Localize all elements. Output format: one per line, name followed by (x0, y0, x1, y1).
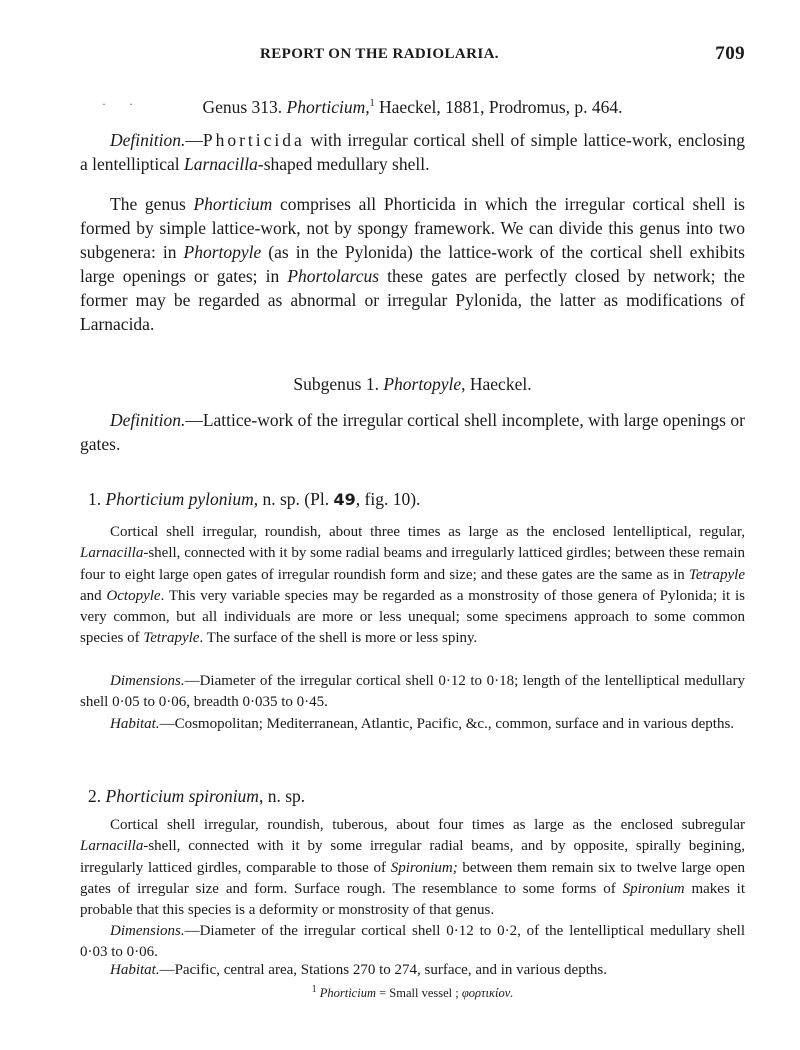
genus-definition: Definition.—Phorticida with irregular cortical shell of simple lattice-work, enclosing a lentelliptical Larnacilla-shaped medullary shell. (80, 130, 745, 174)
species-2-dimensions: Dimensions.—Diameter of the irregular cortical shell 0·12 to 0·2, of the lentelliptical medullary shell 0·03 to 0·06. (80, 923, 745, 961)
footnote: $^1$ Phorticium = Small vessel ; φορτικίον. (311, 984, 514, 1001)
footnote-mark: 1 (369, 98, 375, 109)
subgenus-heading: Subgenus 1. Phortopyle, Haeckel. (293, 374, 532, 394)
spaced-term: Phorticida (202, 130, 305, 150)
species-1-description: Cortical shell irregular, roundish, about three times as large as the enclosed lentelliptical, regular, Larnacilla-shell, connected with it by some radial beams and irregularly latticed girdles; between these remain four to eight large open gates of irregular roundish form and size; and these gates are the same as in Tetrapyle and Octopyle. This very variable species may be regarded as a monstrosity of those genera of Pylonida; it is very common, but all individuals are more or less unequal; some specimens approach to some common species of Tetrapyle. The surface of the shell is more or less spiny. (80, 524, 745, 647)
page-number: 709 (715, 43, 745, 64)
genus-name: Phorticium, (286, 96, 370, 117)
genus-description: The genus Phorticium comprises all Phorticida in which the irregular cortical shell is formed by simple lattice-work, not by spongy framework. We can divide this genus into two subgenera: in Phortopyle (as in the Pylonida) the lattice-work of the cortical shell exhibits large openings or gates; in Phortolarcus these gates are perfectly closed by network; the former may be regarded as abnormal or irregular Pylonida, the latter as modifications of Larnacida. (80, 194, 745, 334)
species-name: Phorticium pylonium (105, 489, 254, 509)
subgenus-name: Phortopyle (383, 374, 462, 394)
species-1-habitat: Habitat.—Cosmopolitan; Mediterranean, Atlantic, Pacific, &c., common, surface and in various depths. (110, 716, 735, 732)
header-title: REPORT ON THE RADIOLARIA. (260, 46, 499, 62)
plate-number: 49 (333, 490, 356, 509)
margin-dots: · · (102, 97, 143, 111)
species-1-dimensions: Dimensions.—Diameter of the irregular cortical shell 0·12 to 0·18; length of the lentelliptical medullary shell 0·05 to 0·06, breadth 0·035 to 0·45. (80, 673, 745, 711)
definition-label: Definition. (110, 130, 186, 150)
subgenus-definition: Definition.—Lattice-work of the irregular cortical shell incomplete, with large openings or gates. (80, 410, 745, 454)
definition-label: Definition. (110, 410, 186, 430)
species-name: Phorticium spironium (105, 786, 259, 806)
species-2-heading: 2. Phorticium spironium, n. sp. (88, 786, 306, 806)
running-header (80, 43, 745, 70)
species-2-habitat: Habitat.—Pacific, central area, Stations 270 to 274, surface, and in various depths. (110, 962, 607, 978)
species-2-description: Cortical shell irregular, roundish, tuberous, about four times as large as the enclosed subregular Larnacilla-shell, connected with it by some irregular radial beams, and by opposite, spirally begining, irregularly latticed girdles, comparable to those of Spironium; between them remain six to twelve large open gates of irregular size and form. Surface rough. The resemblance to some forms of Spironium makes it probable that this species is a deformity or monstrosity of that genus. (80, 817, 746, 919)
species-1-heading: 1. Phorticium pylonium, n. sp. (Pl. 49, fig. 10). (88, 489, 421, 509)
genus-heading: Genus 313. Phorticium,$^1$ Haeckel, 1881, Prodromus, p. 464. (202, 96, 623, 117)
